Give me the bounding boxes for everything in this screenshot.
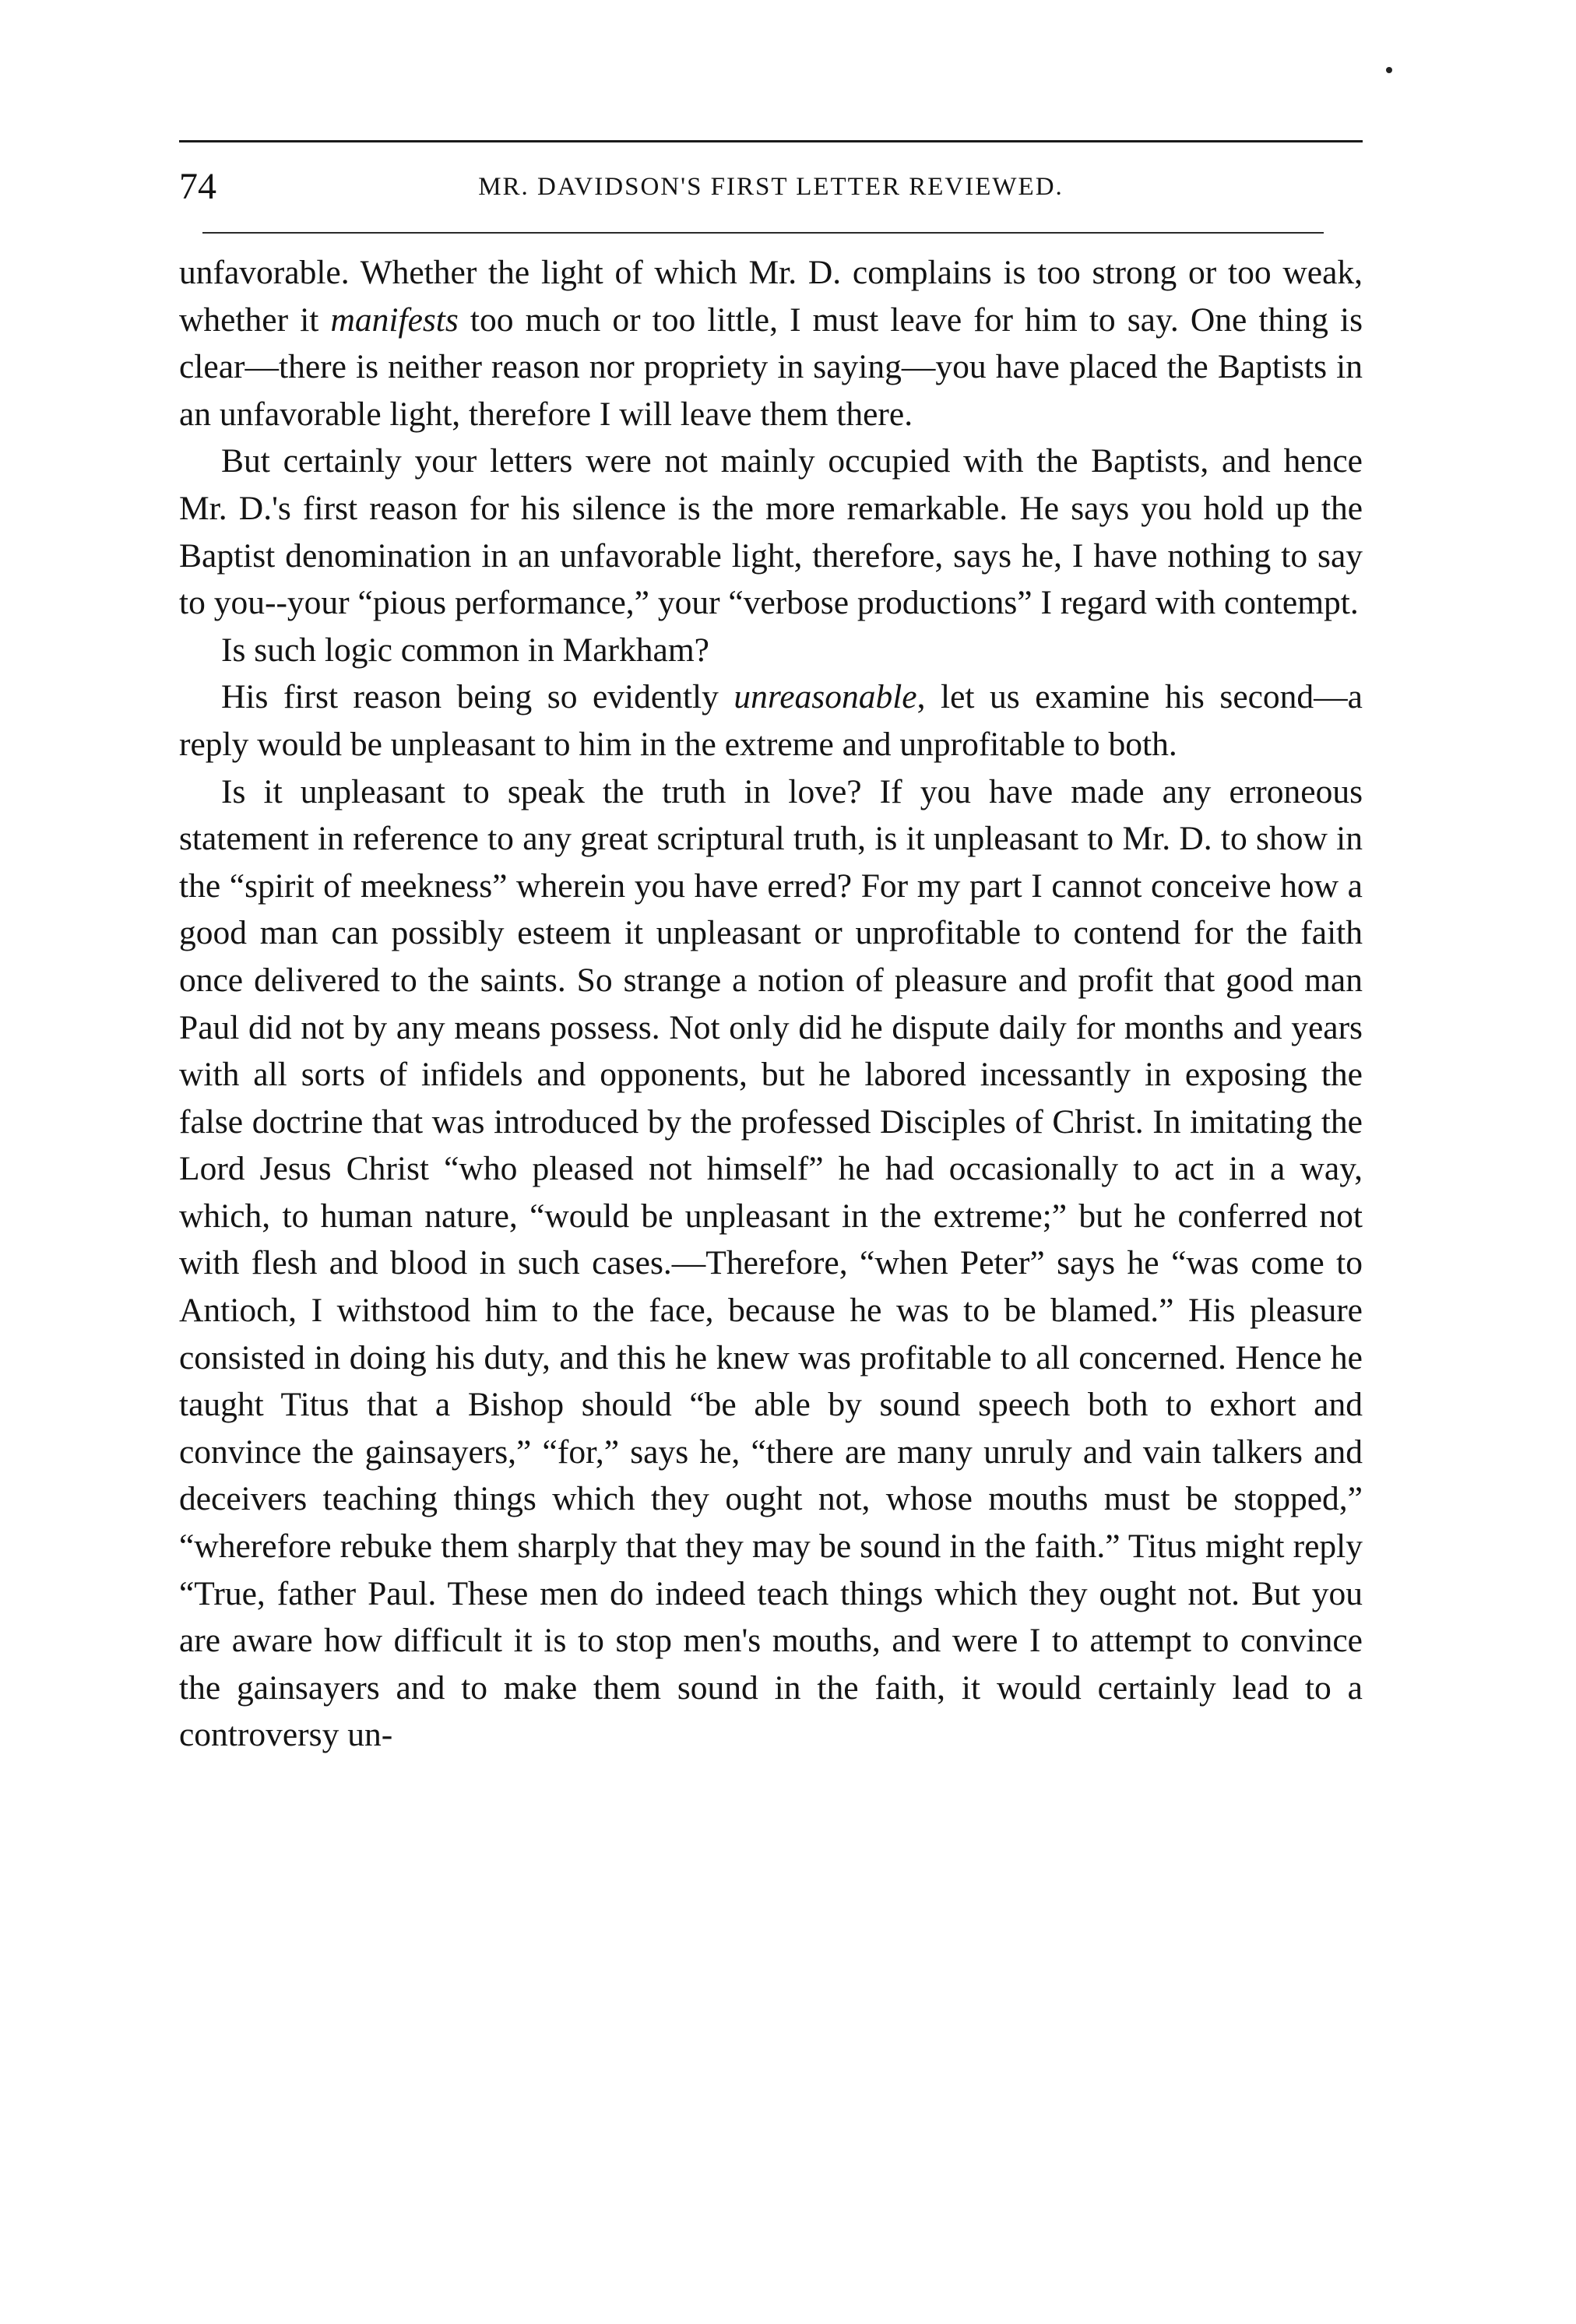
text-run: unfavorable. Whether the light of which Mr. D. complains is too strong or too weak, whether it [179, 254, 1363, 339]
paragraph [179, 627, 1363, 674]
ink-speck [1386, 67, 1392, 73]
running-head: MR. DAVIDSON'S FIRST LETTER REVIEWED. [478, 173, 1064, 201]
body-text [179, 249, 1363, 1759]
paragraph [179, 673, 1363, 768]
text-run: His first reason being so evidently [221, 678, 734, 716]
paragraph [179, 768, 1363, 1759]
header-rule [202, 232, 1324, 234]
paragraph [179, 249, 1363, 438]
top-rule [179, 140, 1363, 142]
paragraph [179, 438, 1363, 626]
book-page [179, 132, 1363, 2281]
text-run: But certainly your letters were not mainly occupied with the Baptists, and hence Mr. D.'s first reason for his silence is the more remarkable. He says you hold up the Baptist denomination in an unfavorable light, therefore, says he, I have nothing to say to you--your “pious performance,” your “verbose productions” I regard with contempt. [179, 442, 1363, 622]
page-header [179, 163, 1363, 210]
text-run: , let us examine his second—a reply would be unpleasant to him in the extreme and unprofitable to both. [179, 678, 1363, 763]
emphasis-text: manifests [330, 301, 459, 339]
text-run: too much or too little, I must leave for him to say. One thing is clear—there is neither reason nor propriety in saying—you have placed the Baptists in an unfavorable light, therefore I will leave them there. [179, 301, 1363, 433]
text-run: Is such logic common in Markham? [221, 631, 709, 669]
text-run: Is it unpleasant to speak the truth in love? If you have made any erroneous statement in reference to any great scriptural truth, is it unpleasant to Mr. D. to show in the “spirit of meekness” wherein you have erred? For my part I cannot conceive how a good man can possibly esteem it unpleasant or unprofitable to contend for the faith once delivered to the saints. So strange a notion of pleasure and profit that good man Paul did not by any means possess. Not only did he dispute daily for months and years with all sorts of infidels and opponents, but he labored incessantly in exposing the false doctrine that was introduced by the professed Disciples of Christ. In imitating the Lord Jesus Christ “who pleased not himself” he had occasionally to act in a way, which, to human nature, “would be unpleasant in the extreme;” but he conferred not with flesh and blood in such cases.—Therefore, “when Peter” says he “was come to Antioch, I withstood him to the face, because he was to be blamed.” His pleasure consisted in doing his duty, and this he knew was profitable to all concerned. Hence he taught Titus that a Bishop should “be able by sound speech both to exhort and convince the gainsayers,” “for,” says he, “there are many unruly and vain talkers and deceivers teaching things which they ought not, whose mouths must be stopped,” “wherefore rebuke them sharply that they may be sound in the faith.” Titus might reply “True, father Paul. These men do indeed teach things which they ought not. But you are aware how difficult it is to stop men's mouths, and were I to attempt to convince the gainsayers and to make them sound in the faith, it would certainly lead to a controversy un- [179, 772, 1363, 1754]
emphasis-text: unreasonable [733, 678, 917, 716]
page-number: 74 [179, 166, 216, 207]
